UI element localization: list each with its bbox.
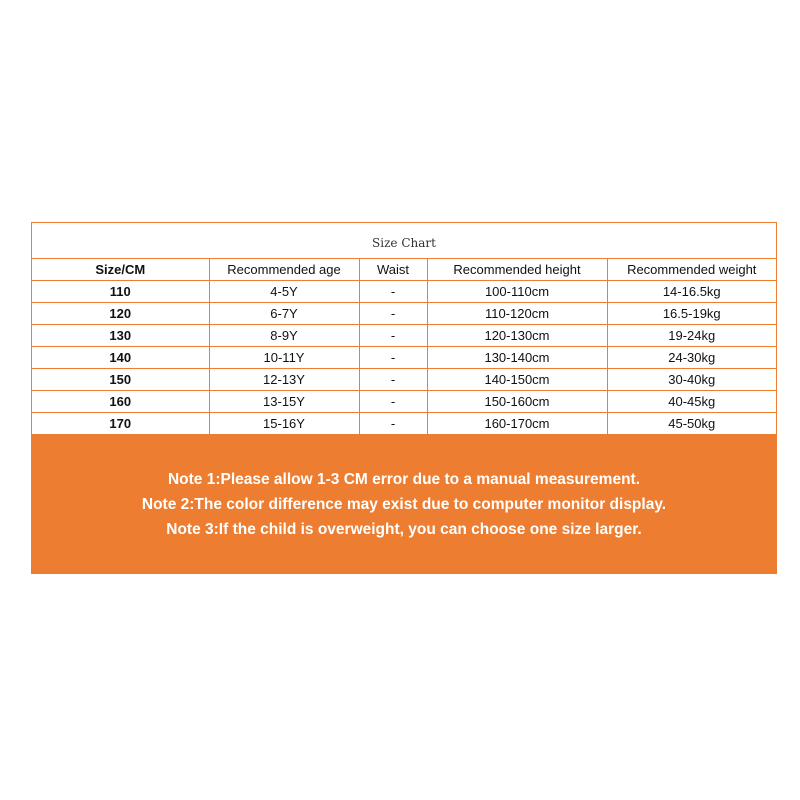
cell-waist: - bbox=[359, 347, 427, 369]
cell-age: 8-9Y bbox=[209, 325, 359, 347]
cell-size: 110 bbox=[32, 281, 209, 303]
note-3: Note 3:If the child is overweight, you can choose one size larger. bbox=[166, 520, 642, 538]
size-chart bbox=[31, 222, 777, 574]
table-row bbox=[32, 413, 776, 435]
cell-weight: 19-24kg bbox=[607, 325, 776, 347]
cell-height: 130-140cm bbox=[427, 347, 607, 369]
header-size: Size/CM bbox=[32, 259, 209, 281]
table-row bbox=[32, 325, 776, 347]
cell-waist: - bbox=[359, 369, 427, 391]
header-weight: Recommended weight bbox=[607, 259, 776, 281]
notes-panel bbox=[32, 434, 776, 573]
cell-waist: - bbox=[359, 413, 427, 435]
table-row bbox=[32, 303, 776, 325]
header-age: Recommended age bbox=[209, 259, 359, 281]
table-row bbox=[32, 347, 776, 369]
cell-weight: 16.5-19kg bbox=[607, 303, 776, 325]
cell-size: 150 bbox=[32, 369, 209, 391]
cell-height: 100-110cm bbox=[427, 281, 607, 303]
cell-size: 120 bbox=[32, 303, 209, 325]
cell-size: 130 bbox=[32, 325, 209, 347]
note-1: Note 1:Please allow 1-3 CM error due to a manual measurement. bbox=[167, 470, 641, 488]
cell-waist: - bbox=[359, 391, 427, 413]
cell-age: 6-7Y bbox=[209, 303, 359, 325]
cell-waist: - bbox=[359, 303, 427, 325]
cell-height: 110-120cm bbox=[427, 303, 607, 325]
cell-height: 120-130cm bbox=[427, 325, 607, 347]
cell-height: 160-170cm bbox=[427, 413, 607, 435]
cell-age: 13-15Y bbox=[209, 391, 359, 413]
table-header-row bbox=[32, 259, 776, 281]
size-table bbox=[32, 259, 776, 434]
cell-weight: 30-40kg bbox=[607, 369, 776, 391]
cell-weight: 40-45kg bbox=[607, 391, 776, 413]
cell-age: 4-5Y bbox=[209, 281, 359, 303]
cell-size: 160 bbox=[32, 391, 209, 413]
cell-waist: - bbox=[359, 281, 427, 303]
table-row bbox=[32, 369, 776, 391]
chart-title: Size Chart bbox=[32, 223, 776, 259]
cell-size: 170 bbox=[32, 413, 209, 435]
cell-age: 10-11Y bbox=[209, 347, 359, 369]
cell-weight: 45-50kg bbox=[607, 413, 776, 435]
cell-weight: 14-16.5kg bbox=[607, 281, 776, 303]
header-height: Recommended height bbox=[427, 259, 607, 281]
cell-age: 12-13Y bbox=[209, 369, 359, 391]
header-waist: Waist bbox=[359, 259, 427, 281]
table-row bbox=[32, 281, 776, 303]
cell-age: 15-16Y bbox=[209, 413, 359, 435]
note-2: Note 2:The color difference may exist due to computer monitor display. bbox=[141, 495, 667, 513]
cell-weight: 24-30kg bbox=[607, 347, 776, 369]
cell-size: 140 bbox=[32, 347, 209, 369]
cell-height: 150-160cm bbox=[427, 391, 607, 413]
table-row bbox=[32, 391, 776, 413]
cell-height: 140-150cm bbox=[427, 369, 607, 391]
cell-waist: - bbox=[359, 325, 427, 347]
